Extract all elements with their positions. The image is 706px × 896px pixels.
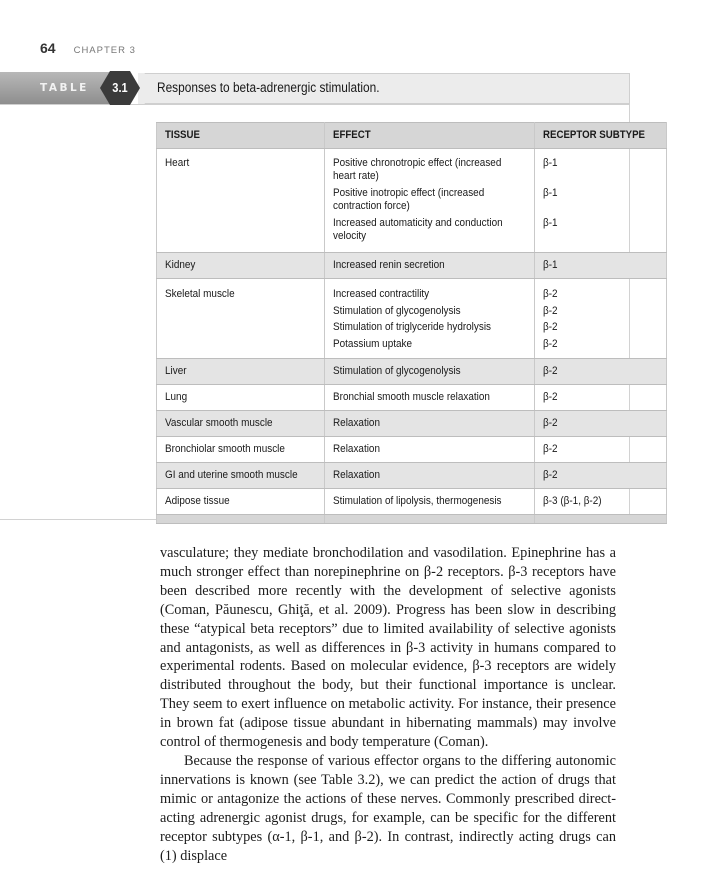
table-row bbox=[157, 359, 667, 385]
effect-cell: Relaxation bbox=[324, 463, 534, 489]
effect-cell: Relaxation bbox=[324, 411, 534, 437]
tissue-cell: Kidney bbox=[157, 253, 325, 279]
tissue-cell: Vascular smooth muscle bbox=[157, 411, 325, 437]
subtype-cell: β-1 β-1 β-1 bbox=[534, 149, 667, 253]
table-row bbox=[157, 411, 667, 437]
tissue-cell: Lung bbox=[157, 385, 325, 411]
column-header-subtype: RECEPTOR SUBTYPE bbox=[534, 123, 667, 149]
body-text bbox=[160, 544, 616, 865]
table-row bbox=[157, 253, 667, 279]
subtype-cell: β-2 bbox=[534, 437, 667, 463]
effect-cell: Bronchial smooth muscle relaxation bbox=[324, 385, 534, 411]
table-label: TABLE bbox=[40, 82, 89, 94]
table-footer-strip bbox=[157, 515, 667, 524]
subtype-cell: β-2 bbox=[534, 359, 667, 385]
effect-cell: Positive chronotropic effect (increased heart rate) Positive inotropic effect (increased contraction force) Increased automaticity and conduction velocity bbox=[324, 149, 534, 253]
subtype-cell: β-2 β-2 β-2 β-2 bbox=[534, 279, 667, 359]
tissue-cell: GI and uterine smooth muscle bbox=[157, 463, 325, 489]
effect-cell: Stimulation of lipolysis, thermogenesis bbox=[324, 489, 534, 515]
table-number: 3.1 bbox=[112, 80, 128, 95]
subtype-cell: β-1 bbox=[534, 253, 667, 279]
tissue-cell: Skeletal muscle bbox=[157, 279, 325, 359]
table-row bbox=[157, 437, 667, 463]
table-row bbox=[157, 463, 667, 489]
effect-cell: Relaxation bbox=[324, 437, 534, 463]
column-header-tissue: TISSUE bbox=[157, 123, 325, 149]
effect-cell: Increased renin secretion bbox=[324, 253, 534, 279]
table-row bbox=[157, 385, 667, 411]
table-header-row bbox=[157, 123, 667, 149]
effect-cell: Stimulation of glycogenolysis bbox=[324, 359, 534, 385]
paragraph: vasculature; they mediate bronchodilation and vasodilation. Epinephrine has a much stronger effect than norepinephrine on β-2 receptors. β-3 receptors have been described more recently with the development of selective agonists (Coman, Păunescu, Ghiţă, et al. 2009). Progress has been slow in describing these “atypical beta receptors” due to limited availability of selective agonists and antagonists, as well as differences in β-3 activity in humans compared to experimental rodents. Based on molecular evidence, β-3 receptors are widely distributed throughout the body, but their functional importance is unclear. They seem to exert influence on metabolic activity. For instance, their presence in brown fat (adipose tissue abundant in hibernating mammals) may involve control of thermogenesis and body temperature (Coman). bbox=[160, 545, 616, 751]
tissue-cell: Bronchiolar smooth muscle bbox=[157, 437, 325, 463]
table-row bbox=[157, 279, 667, 359]
chapter-label: CHAPTER 3 bbox=[73, 45, 136, 56]
subtype-cell: β-3 (β-1, β-2) bbox=[534, 489, 667, 515]
paragraph: Because the response of various effector organs to the differing autonomic innervations is known (see Table 3.2), we can predict the action of drugs that mimic or antagonize the actions of these nerves. Commonly prescribed direct-acting adrenergic agonist drugs, for example, can be specific for the different receptor subtypes (α-1, β-1, and β-2). In contrast, indirectly acting drugs can (1) displace bbox=[160, 752, 616, 864]
table-row bbox=[157, 149, 667, 253]
beta-response-table bbox=[156, 122, 667, 524]
table-row bbox=[157, 489, 667, 515]
tissue-cell: Liver bbox=[157, 359, 325, 385]
page-number: 64 bbox=[40, 40, 56, 56]
tissue-cell: Adipose tissue bbox=[157, 489, 325, 515]
subtype-cell: β-2 bbox=[534, 463, 667, 489]
subtype-cell: β-2 bbox=[534, 385, 667, 411]
effect-cell: Increased contractility Stimulation of glycogenolysis Stimulation of triglyceride hydrolysis Potassium uptake bbox=[324, 279, 534, 359]
column-header-effect: EFFECT bbox=[324, 123, 534, 149]
table-banner bbox=[0, 72, 629, 104]
running-head bbox=[40, 40, 136, 56]
subtype-cell: β-2 bbox=[534, 411, 667, 437]
table-title: Responses to beta-adrenergic stimulation. bbox=[157, 80, 380, 95]
tissue-cell: Heart bbox=[157, 149, 325, 253]
